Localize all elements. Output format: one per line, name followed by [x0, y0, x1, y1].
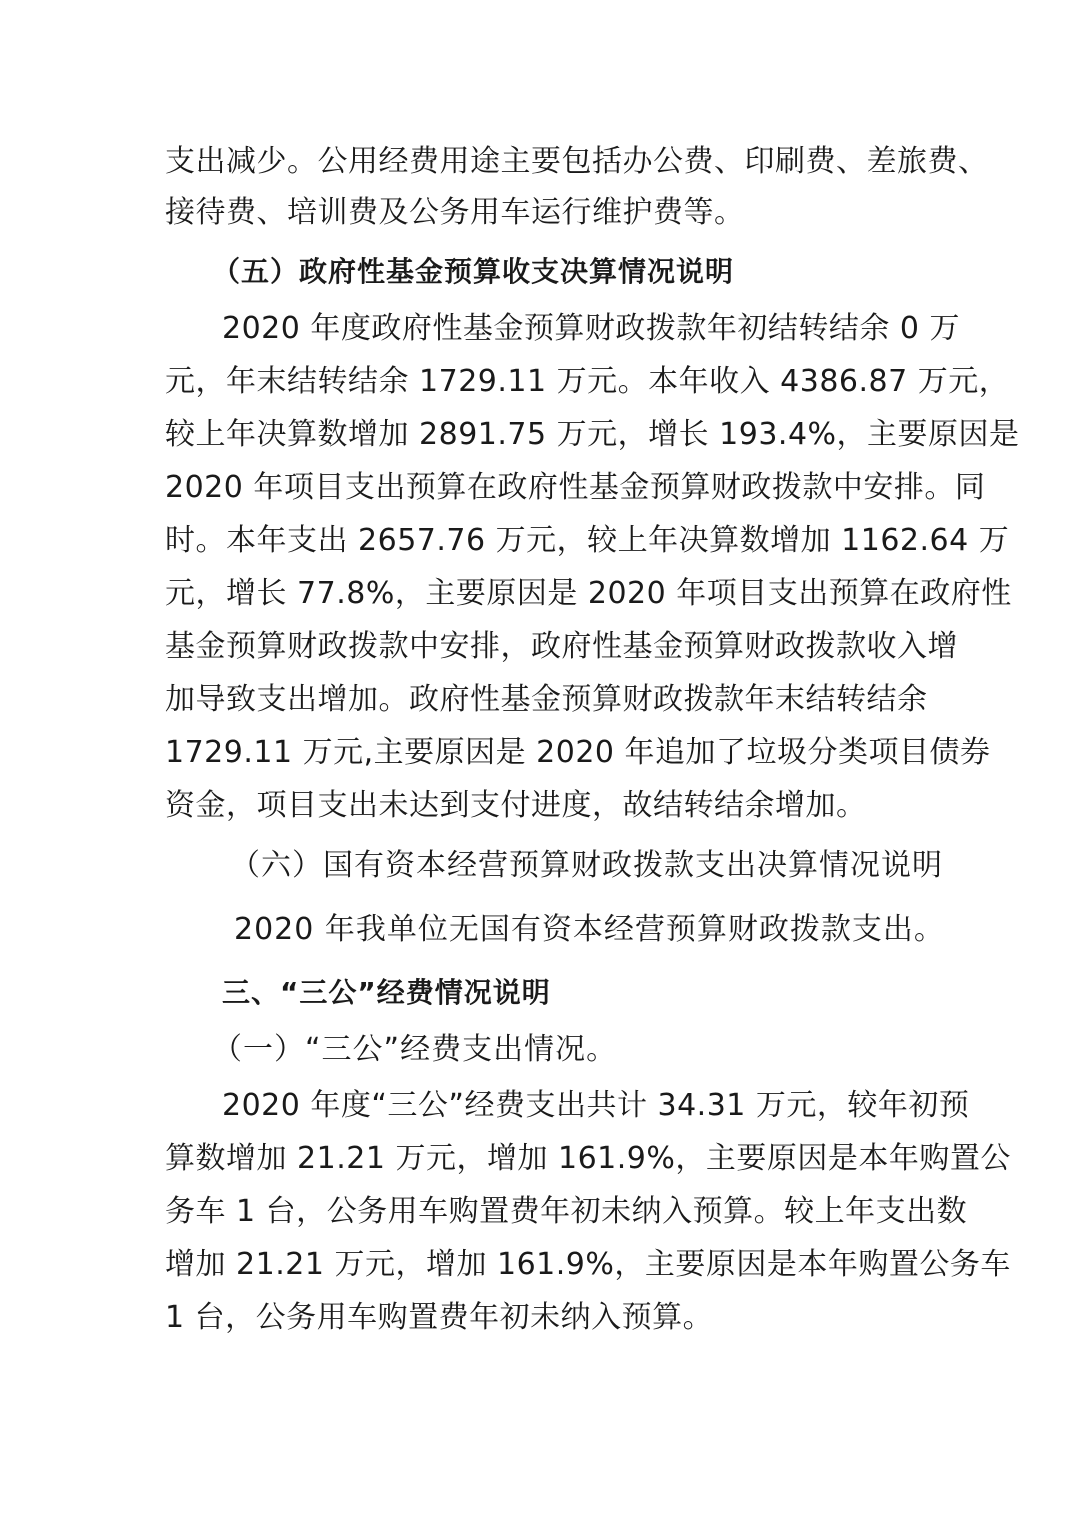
- section-5-title: （五）政府性基金预算收支决算情况说明: [212, 255, 735, 288]
- paragraph-line: 1729.11 万元,主要原因是 2020 年追加了垃圾分类项目债券: [165, 735, 991, 770]
- paragraph-line: 支出减少。公用经费用途主要包括办公费、印刷费、差旅费、: [165, 144, 989, 179]
- paragraph-line: 2020 年项目支出预算在政府性基金预算财政拨款中安排。同: [165, 470, 986, 505]
- part-3-sub-1-title: （一）“三公”经费支出情况。: [212, 1032, 618, 1067]
- paragraph-line: 算数增加 21.21 万元，增加 161.9%，主要原因是本年购置公: [165, 1141, 1011, 1176]
- paragraph-line: 元，增长 77.8%，主要原因是 2020 年项目支出预算在政府性: [165, 576, 1012, 611]
- paragraph-line: 基金预算财政拨款中安排，政府性基金预算财政拨款收入增: [165, 629, 958, 664]
- paragraph-line: 接待费、培训费及公务用车运行维护费等。: [165, 195, 745, 230]
- section-6-title: （六）国有资本经营预算财政拨款支出决算情况说明: [230, 848, 943, 883]
- paragraph-line: 资金，项目支出未达到支付进度，故结转结余增加。: [165, 788, 867, 823]
- paragraph-line: 务车 1 台，公务用车购置费年初未纳入预算。较上年支出数: [165, 1194, 968, 1229]
- paragraph-line: 元，年末结转结余 1729.11 万元。本年收入 4386.87 万元，: [165, 364, 1010, 399]
- paragraph-line: 加导致支出增加。政府性基金预算财政拨款年末结转结余: [165, 682, 928, 717]
- paragraph-line: 较上年决算数增加 2891.75 万元，增长 193.4%，主要原因是: [165, 417, 1020, 452]
- part-3-title: 三、“三公”经费情况说明: [222, 976, 551, 1009]
- paragraph-line: 2020 年度“三公”经费支出共计 34.31 万元，较年初预: [222, 1088, 970, 1123]
- paragraph-line: 增加 21.21 万元，增加 161.9%，主要原因是本年购置公务车: [165, 1247, 1011, 1282]
- paragraph-line: 2020 年度政府性基金预算财政拨款年初结转结余 0 万: [222, 311, 961, 346]
- section-6-body: 2020 年我单位无国有资本经营预算财政拨款支出。: [234, 912, 945, 947]
- paragraph-line: 时。本年支出 2657.76 万元，较上年决算数增加 1162.64 万: [165, 523, 1010, 558]
- paragraph-line: 1 台，公务用车购置费年初未纳入预算。: [165, 1300, 714, 1335]
